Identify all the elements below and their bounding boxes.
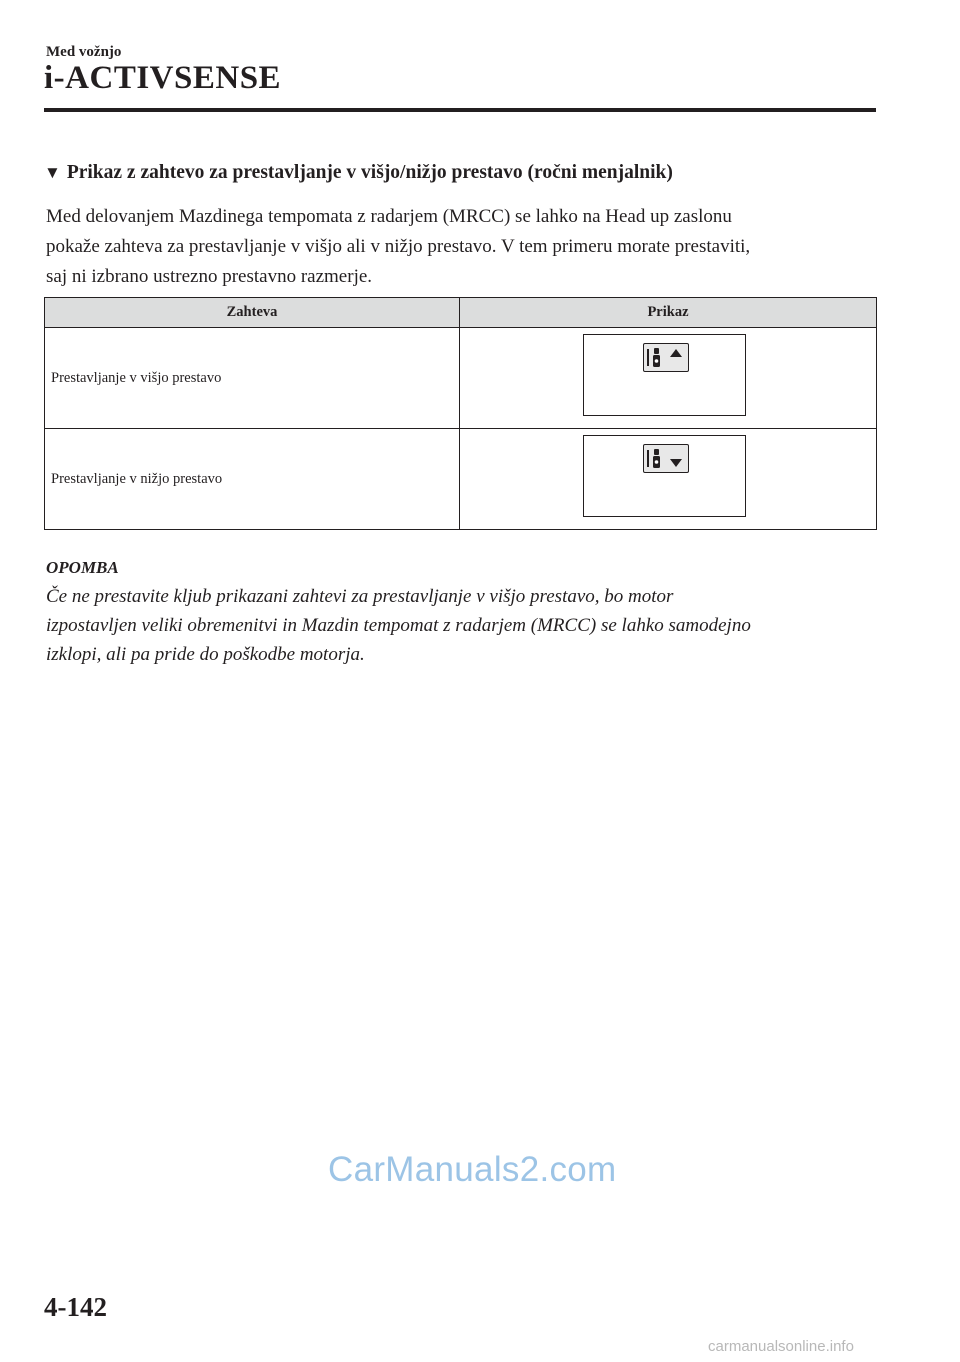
- table-header-row: [45, 298, 877, 328]
- column-header-request: Zahteva: [45, 298, 460, 328]
- note-text: [46, 582, 886, 669]
- request-cell: Prestavljanje v nižjo prestavo: [45, 429, 460, 530]
- section-title: i-ACTIVSENSE: [44, 60, 282, 96]
- hud-screen: [583, 435, 746, 517]
- table-row: [45, 328, 877, 429]
- footer-watermark: carmanualsonline.info: [708, 1338, 854, 1355]
- hud-screen: [583, 334, 746, 416]
- subheading-text: Prikaz z zahtevo za prestavljanje v višjo/nižjo prestavo (ročni menjalnik): [66, 162, 673, 183]
- shift-request-table: [44, 297, 877, 530]
- shift-down-icon: [643, 444, 689, 473]
- note-line: izklopi, ali pa pride do poškodbe motorja.: [46, 644, 365, 665]
- chapter-label: Med vožnjo: [46, 44, 122, 60]
- table-row: [45, 429, 877, 530]
- column-header-display: Prikaz: [460, 298, 877, 328]
- watermark: CarManuals2.com: [328, 1150, 617, 1189]
- note-block: [46, 558, 886, 669]
- note-line: Če ne prestavite kljub prikazani zahtevi za prestavljanje v višjo prestavo, bo motor: [46, 586, 674, 607]
- note-line: izpostavljen veliki obremenitvi in Mazdin tempomat z radarjem (MRCC) se lahko samodejno: [46, 615, 751, 636]
- body-line: Med delovanjem Mazdinega tempomata z radarjem (MRCC) se lahko na Head up zaslonu: [46, 206, 732, 227]
- note-title: OPOMBA: [46, 558, 119, 577]
- triangle-marker-icon: ▼: [44, 163, 61, 182]
- subheading: [44, 162, 673, 184]
- page-number: 4-142: [44, 1292, 107, 1322]
- body-line: pokaže zahteva za prestavljanje v višjo ali v nižjo prestavo. V tem primeru morate prestaviti,: [46, 236, 751, 257]
- body-paragraph: [46, 202, 878, 292]
- shift-up-icon: [643, 343, 689, 372]
- header-divider: [44, 108, 876, 112]
- display-cell: [460, 429, 877, 530]
- request-cell: Prestavljanje v višjo prestavo: [45, 328, 460, 429]
- display-cell: [460, 328, 877, 429]
- body-line: saj ni izbrano ustrezno prestavno razmerje.: [46, 266, 373, 287]
